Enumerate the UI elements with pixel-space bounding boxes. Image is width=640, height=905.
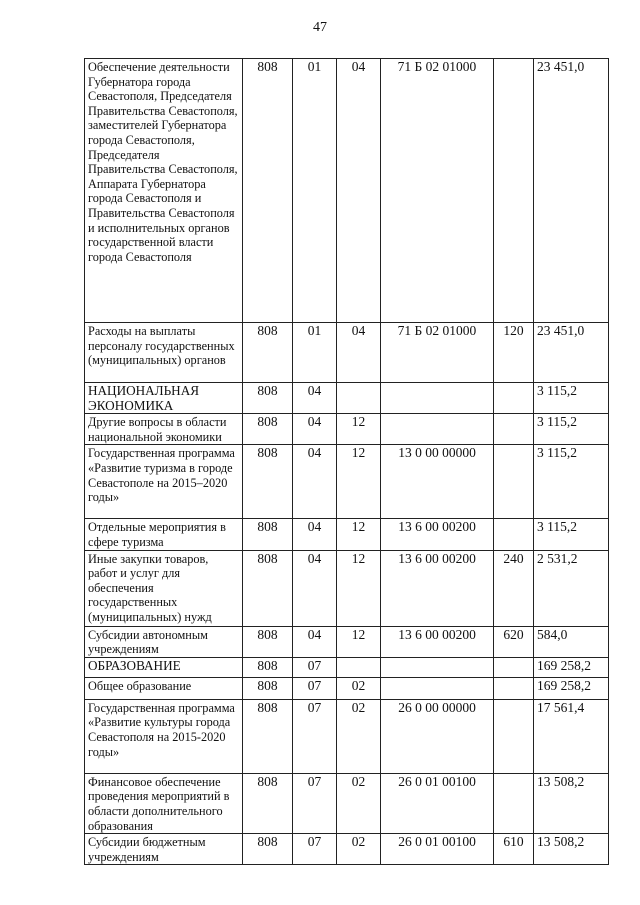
department-code-cell: 808 bbox=[243, 414, 293, 445]
expense-type-cell bbox=[494, 773, 534, 833]
amount-cell: 13 508,2 bbox=[534, 834, 609, 865]
table-row bbox=[85, 383, 609, 414]
department-code-cell: 808 bbox=[243, 550, 293, 626]
table-row bbox=[85, 699, 609, 773]
target-article-cell: 71 Б 02 01000 bbox=[381, 323, 494, 383]
table-row bbox=[85, 445, 609, 519]
section-code-cell: 07 bbox=[293, 657, 337, 677]
amount-cell: 23 451,0 bbox=[534, 59, 609, 323]
department-code-cell: 808 bbox=[243, 323, 293, 383]
target-article-cell: 26 0 01 00100 bbox=[381, 773, 494, 833]
section-code-cell: 01 bbox=[293, 59, 337, 323]
target-article-cell bbox=[381, 677, 494, 699]
target-article-cell: 13 6 00 00200 bbox=[381, 626, 494, 657]
subsection-code-cell: 12 bbox=[337, 550, 381, 626]
subsection-code-cell: 04 bbox=[337, 323, 381, 383]
row-name-cell: Другие вопросы в области национальной экономики bbox=[85, 414, 243, 445]
table-row bbox=[85, 59, 609, 323]
row-name-cell: НАЦИОНАЛЬНАЯ ЭКОНОМИКА bbox=[85, 383, 243, 414]
section-code-cell: 07 bbox=[293, 677, 337, 699]
expense-type-cell bbox=[494, 699, 534, 773]
row-name-cell: Субсидии автономным учреждениям bbox=[85, 626, 243, 657]
subsection-code-cell: 04 bbox=[337, 59, 381, 323]
amount-cell: 13 508,2 bbox=[534, 773, 609, 833]
department-code-cell: 808 bbox=[243, 626, 293, 657]
table-row bbox=[85, 677, 609, 699]
table-row bbox=[85, 323, 609, 383]
section-code-cell: 04 bbox=[293, 383, 337, 414]
department-code-cell: 808 bbox=[243, 657, 293, 677]
expense-type-cell bbox=[494, 445, 534, 519]
amount-cell: 3 115,2 bbox=[534, 383, 609, 414]
table-row bbox=[85, 657, 609, 677]
table-row bbox=[85, 414, 609, 445]
row-name-cell: Государственная программа «Развитие туризма в городе Севастополе на 2015–2020 годы» bbox=[85, 445, 243, 519]
amount-cell: 169 258,2 bbox=[534, 657, 609, 677]
department-code-cell: 808 bbox=[243, 834, 293, 865]
section-code-cell: 04 bbox=[293, 626, 337, 657]
table-row bbox=[85, 626, 609, 657]
subsection-code-cell: 12 bbox=[337, 519, 381, 550]
row-name-cell: ОБРАЗОВАНИЕ bbox=[85, 657, 243, 677]
amount-cell: 23 451,0 bbox=[534, 323, 609, 383]
budget-table-body bbox=[85, 59, 609, 865]
section-code-cell: 01 bbox=[293, 323, 337, 383]
target-article-cell bbox=[381, 383, 494, 414]
department-code-cell: 808 bbox=[243, 699, 293, 773]
subsection-code-cell bbox=[337, 383, 381, 414]
subsection-code-cell: 12 bbox=[337, 445, 381, 519]
section-code-cell: 04 bbox=[293, 445, 337, 519]
section-code-cell: 07 bbox=[293, 834, 337, 865]
expense-type-cell bbox=[494, 59, 534, 323]
table-row bbox=[85, 550, 609, 626]
amount-cell: 3 115,2 bbox=[534, 519, 609, 550]
amount-cell: 584,0 bbox=[534, 626, 609, 657]
expense-type-cell: 120 bbox=[494, 323, 534, 383]
row-name-cell: Субсидии бюджетным учреждениям bbox=[85, 834, 243, 865]
department-code-cell: 808 bbox=[243, 677, 293, 699]
amount-cell: 3 115,2 bbox=[534, 445, 609, 519]
target-article-cell: 13 0 00 00000 bbox=[381, 445, 494, 519]
section-code-cell: 04 bbox=[293, 550, 337, 626]
row-name-cell: Отдельные мероприятия в сфере туризма bbox=[85, 519, 243, 550]
target-article-cell bbox=[381, 414, 494, 445]
subsection-code-cell: 12 bbox=[337, 626, 381, 657]
subsection-code-cell: 02 bbox=[337, 834, 381, 865]
row-name-cell: Общее образование bbox=[85, 677, 243, 699]
expense-type-cell bbox=[494, 519, 534, 550]
department-code-cell: 808 bbox=[243, 519, 293, 550]
subsection-code-cell bbox=[337, 657, 381, 677]
expense-type-cell: 610 bbox=[494, 834, 534, 865]
row-name-cell: Расходы на выплаты персоналу государственных (муниципальных) органов bbox=[85, 323, 243, 383]
subsection-code-cell: 02 bbox=[337, 677, 381, 699]
target-article-cell: 71 Б 02 01000 bbox=[381, 59, 494, 323]
amount-cell: 169 258,2 bbox=[534, 677, 609, 699]
section-code-cell: 04 bbox=[293, 414, 337, 445]
row-name-cell: Обеспечение деятельности Губернатора города Севастополя, Председателя Правительства Севастополя, заместителей Губернатора города Севастополя, Председателя Правительства Севастополя, Аппарата Губернатора города Севастополя и Правительства Севастополя и исполнительных органов государственной власти города Севастополя bbox=[85, 59, 243, 323]
target-article-cell: 13 6 00 00200 bbox=[381, 550, 494, 626]
budget-table bbox=[84, 58, 609, 865]
row-name-cell: Государственная программа «Развитие культуры города Севастополя на 2015-2020 годы» bbox=[85, 699, 243, 773]
subsection-code-cell: 02 bbox=[337, 699, 381, 773]
department-code-cell: 808 bbox=[243, 383, 293, 414]
section-code-cell: 07 bbox=[293, 773, 337, 833]
table-row bbox=[85, 773, 609, 833]
amount-cell: 3 115,2 bbox=[534, 414, 609, 445]
department-code-cell: 808 bbox=[243, 445, 293, 519]
subsection-code-cell: 02 bbox=[337, 773, 381, 833]
expense-type-cell bbox=[494, 657, 534, 677]
section-code-cell: 04 bbox=[293, 519, 337, 550]
amount-cell: 17 561,4 bbox=[534, 699, 609, 773]
table-row bbox=[85, 834, 609, 865]
expense-type-cell bbox=[494, 414, 534, 445]
section-code-cell: 07 bbox=[293, 699, 337, 773]
department-code-cell: 808 bbox=[243, 773, 293, 833]
subsection-code-cell: 12 bbox=[337, 414, 381, 445]
table-row bbox=[85, 519, 609, 550]
target-article-cell: 26 0 01 00100 bbox=[381, 834, 494, 865]
target-article-cell: 13 6 00 00200 bbox=[381, 519, 494, 550]
expense-type-cell bbox=[494, 383, 534, 414]
amount-cell: 2 531,2 bbox=[534, 550, 609, 626]
department-code-cell: 808 bbox=[243, 59, 293, 323]
expense-type-cell: 620 bbox=[494, 626, 534, 657]
target-article-cell: 26 0 00 00000 bbox=[381, 699, 494, 773]
expense-type-cell bbox=[494, 677, 534, 699]
page-number: 47 bbox=[313, 20, 327, 35]
row-name-cell: Финансовое обеспечение проведения мероприятий в области дополнительного образования bbox=[85, 773, 243, 833]
expense-type-cell: 240 bbox=[494, 550, 534, 626]
target-article-cell bbox=[381, 657, 494, 677]
row-name-cell: Иные закупки товаров, работ и услуг для обеспечения государственных (муниципальных) нужд bbox=[85, 550, 243, 626]
